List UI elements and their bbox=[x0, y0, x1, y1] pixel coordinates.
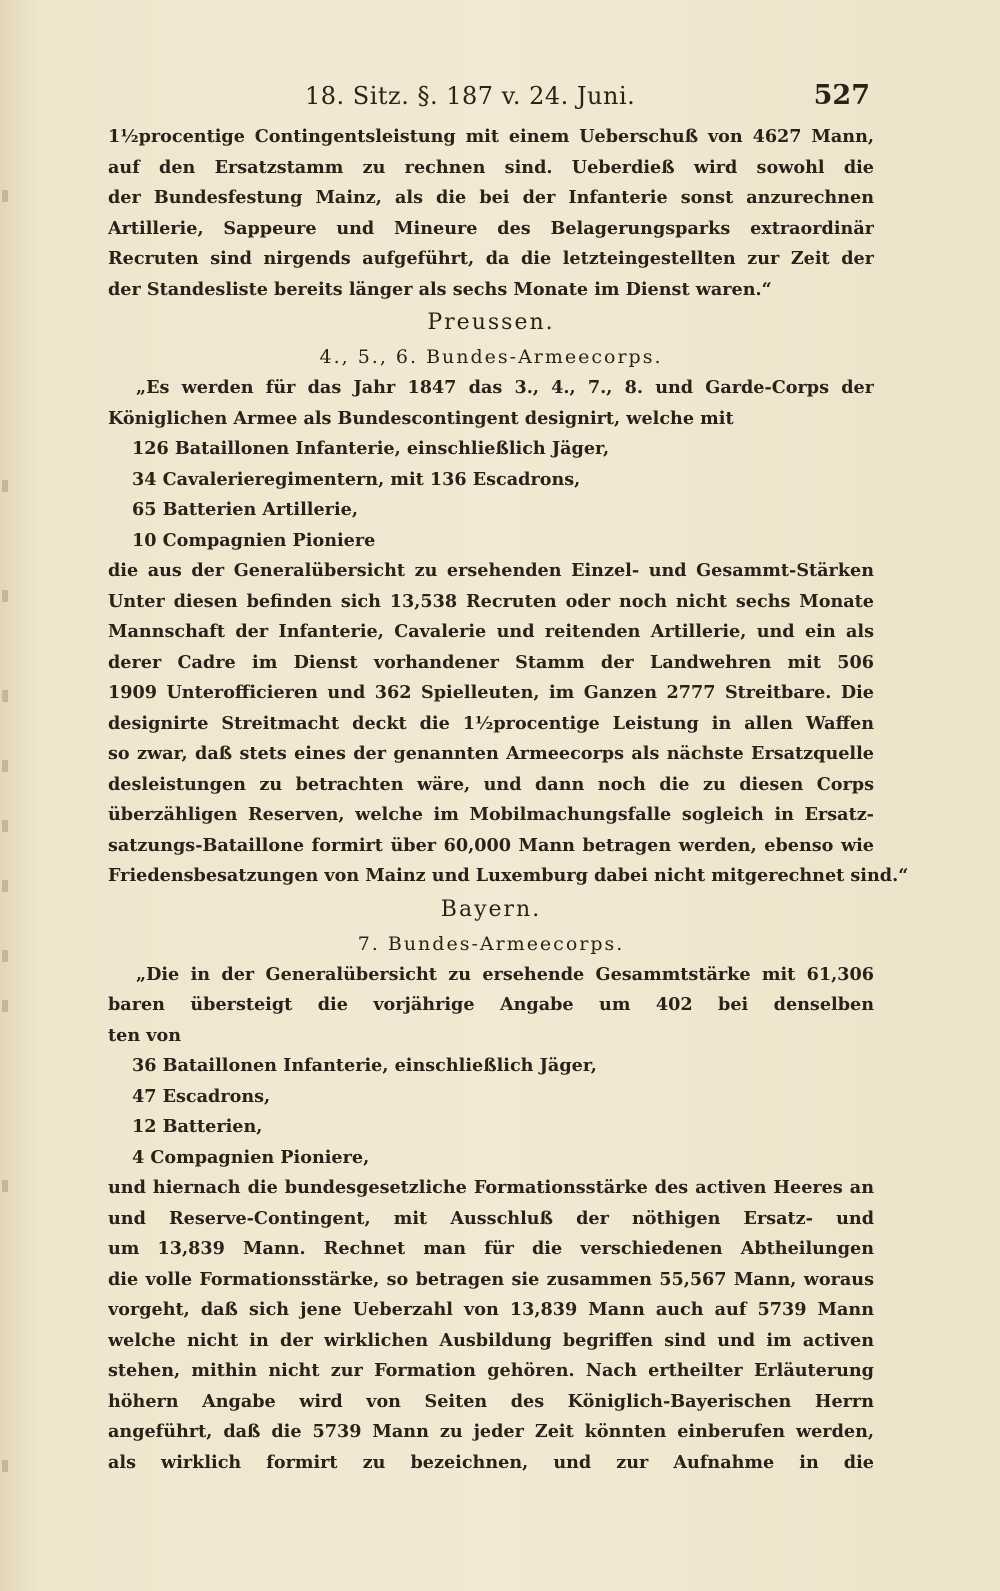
list-item: 10 Compagnien Pioniere bbox=[132, 529, 376, 551]
list-item: 4 Compagnien Pioniere, bbox=[132, 1146, 370, 1168]
text-line: der Standesliste bereits länger als sechs Monate im Dienst waren.“ bbox=[108, 278, 772, 300]
list-item: 47 Escadrons, bbox=[132, 1085, 271, 1107]
text-line: Recruten sind nirgends aufgeführt, da die letzteingestellten zur Zeit der bbox=[108, 248, 874, 269]
text-line: so zwar, daß stets eines der genannten Armeecorps als nächste Ersatzquelle bbox=[108, 743, 874, 764]
edge-stain bbox=[2, 950, 8, 962]
page-edge-shadow bbox=[0, 0, 18, 1591]
text-line: auf den Ersatzstamm zu rechnen sind. Ueberdieß wird sowohl die bbox=[108, 156, 874, 178]
text-line: überzähligen Reserven, welche im Mobilmachungsfalle sogleich in Ersatz- bbox=[108, 804, 874, 825]
text-line: „Es werden für das Jahr 1847 das 3., 4., 7., 8. und Garde-Corps der bbox=[136, 377, 874, 398]
edge-stain bbox=[2, 1000, 8, 1012]
text-line: desleistungen zu betrachten wäre, und dann noch die zu diesen Corps bbox=[108, 773, 874, 795]
text-line: vorgeht, daß sich jene Ueberzahl von 13,839 Mann auch auf 5739 Mann bbox=[108, 1299, 874, 1320]
text-line: 1909 Unterofficieren und 362 Spielleuten, im Ganzen 2777 Streitbare. Die bbox=[108, 682, 874, 703]
edge-stain bbox=[2, 760, 8, 772]
edge-stain bbox=[2, 880, 8, 892]
page-header bbox=[110, 76, 870, 116]
list-item: 126 Bataillonen Infanterie, einschließlich Jäger, bbox=[132, 438, 610, 459]
text-line: die aus der Generalübersicht zu ersehenden Einzel- und Gesammt-Stärken bbox=[108, 560, 874, 581]
edge-stain bbox=[2, 820, 8, 832]
text-line: die volle Formationsstärke, so betragen sie zusammen 55,567 Mann, woraus bbox=[108, 1268, 874, 1290]
edge-stain bbox=[2, 590, 8, 602]
text-line: designirte Streitmacht deckt die 1½procentige Leistung in allen Waffen bbox=[108, 712, 874, 734]
text-line: „Die in der Generalübersicht zu ersehende Gesammtstärke mit 61,306 bbox=[136, 963, 874, 985]
text-line: Friedensbesatzungen von Mainz und Luxemburg dabei nicht mitgerechnet sind.“ bbox=[108, 865, 909, 886]
text-line: als wirklich formirt zu bezeichnen, und zur Aufnahme in die bbox=[108, 1451, 874, 1473]
edge-stain bbox=[2, 480, 8, 492]
edge-stain bbox=[2, 1460, 8, 1472]
text-line: der Bundesfestung Mainz, als die bei der Infanterie sonst anzurechnen bbox=[108, 187, 874, 208]
text-line: um 13,839 Mann. Rechnet man für die verschiedenen Abtheilungen bbox=[108, 1238, 874, 1259]
text-line: höhern Angabe wird von Seiten des Königlich-Bayerischen Herrn bbox=[108, 1390, 874, 1412]
text-line: und hiernach die bundesgesetzliche Formationsstärke des activen Heeres an bbox=[108, 1177, 874, 1198]
edge-stain bbox=[2, 690, 8, 702]
text-line: Mannschaft der Infanterie, Cavalerie und reitenden Artillerie, und ein als bbox=[108, 621, 874, 642]
text-line: ten von bbox=[108, 1024, 181, 1046]
section-subheading-bavaria: 7. Bundes-Armeecorps. bbox=[357, 932, 625, 955]
text-line: Königlichen Armee als Bundescontingent designirt, welche mit bbox=[108, 407, 734, 429]
section-heading-bavaria: Bayern. bbox=[440, 896, 542, 922]
list-item: 65 Batterien Artillerie, bbox=[132, 499, 358, 520]
list-item: 36 Bataillonen Infanterie, einschließlich Jäger, bbox=[132, 1055, 597, 1076]
text-line: satzungs-Bataillone formirt über 60,000 Mann betragen werden, ebenso wie bbox=[108, 834, 874, 856]
list-item: 12 Batterien, bbox=[132, 1116, 263, 1137]
section-heading-prussia: Preussen. bbox=[427, 310, 555, 335]
list-item: 34 Cavalerieregimentern, mit 136 Escadrons, bbox=[132, 468, 581, 490]
text-line: Unter diesen befinden sich 13,538 Recruten oder noch nicht sechs Monate bbox=[108, 590, 874, 612]
text-line: derer Cadre im Dienst vorhandener Stamm der Landwehren mit 506 bbox=[108, 651, 874, 673]
page-body bbox=[108, 122, 909, 1478]
edge-stain bbox=[2, 1180, 8, 1192]
page-number: 527 bbox=[813, 80, 870, 111]
text-line: welche nicht in der wirklichen Ausbildung begriffen sind und im activen bbox=[108, 1329, 874, 1351]
section-subheading-prussia: 4., 5., 6. Bundes-Armeecorps. bbox=[319, 346, 663, 368]
running-head: 18. Sitz. §. 187 v. 24. Juni. bbox=[305, 82, 636, 110]
text-line: 1½procentige Contingentsleistung mit einem Ueberschuß von 4627 Mann, bbox=[108, 126, 874, 147]
text-line: stehen, mithin nicht zur Formation gehören. Nach ertheilter Erläuterung bbox=[108, 1360, 874, 1381]
text-line: Artillerie, Sappeure und Mineure des Belagerungsparks extraordinär bbox=[108, 217, 874, 239]
text-line: und Reserve-Contingent, mit Ausschluß der nöthigen Ersatz- und bbox=[108, 1207, 874, 1229]
text-line: angeführt, daß die 5739 Mann zu jeder Zeit könnten einberufen werden, bbox=[108, 1421, 874, 1442]
text-line: baren übersteigt die vorjährige Angabe um 402 bei denselben bbox=[108, 994, 874, 1015]
edge-stain bbox=[2, 190, 8, 202]
